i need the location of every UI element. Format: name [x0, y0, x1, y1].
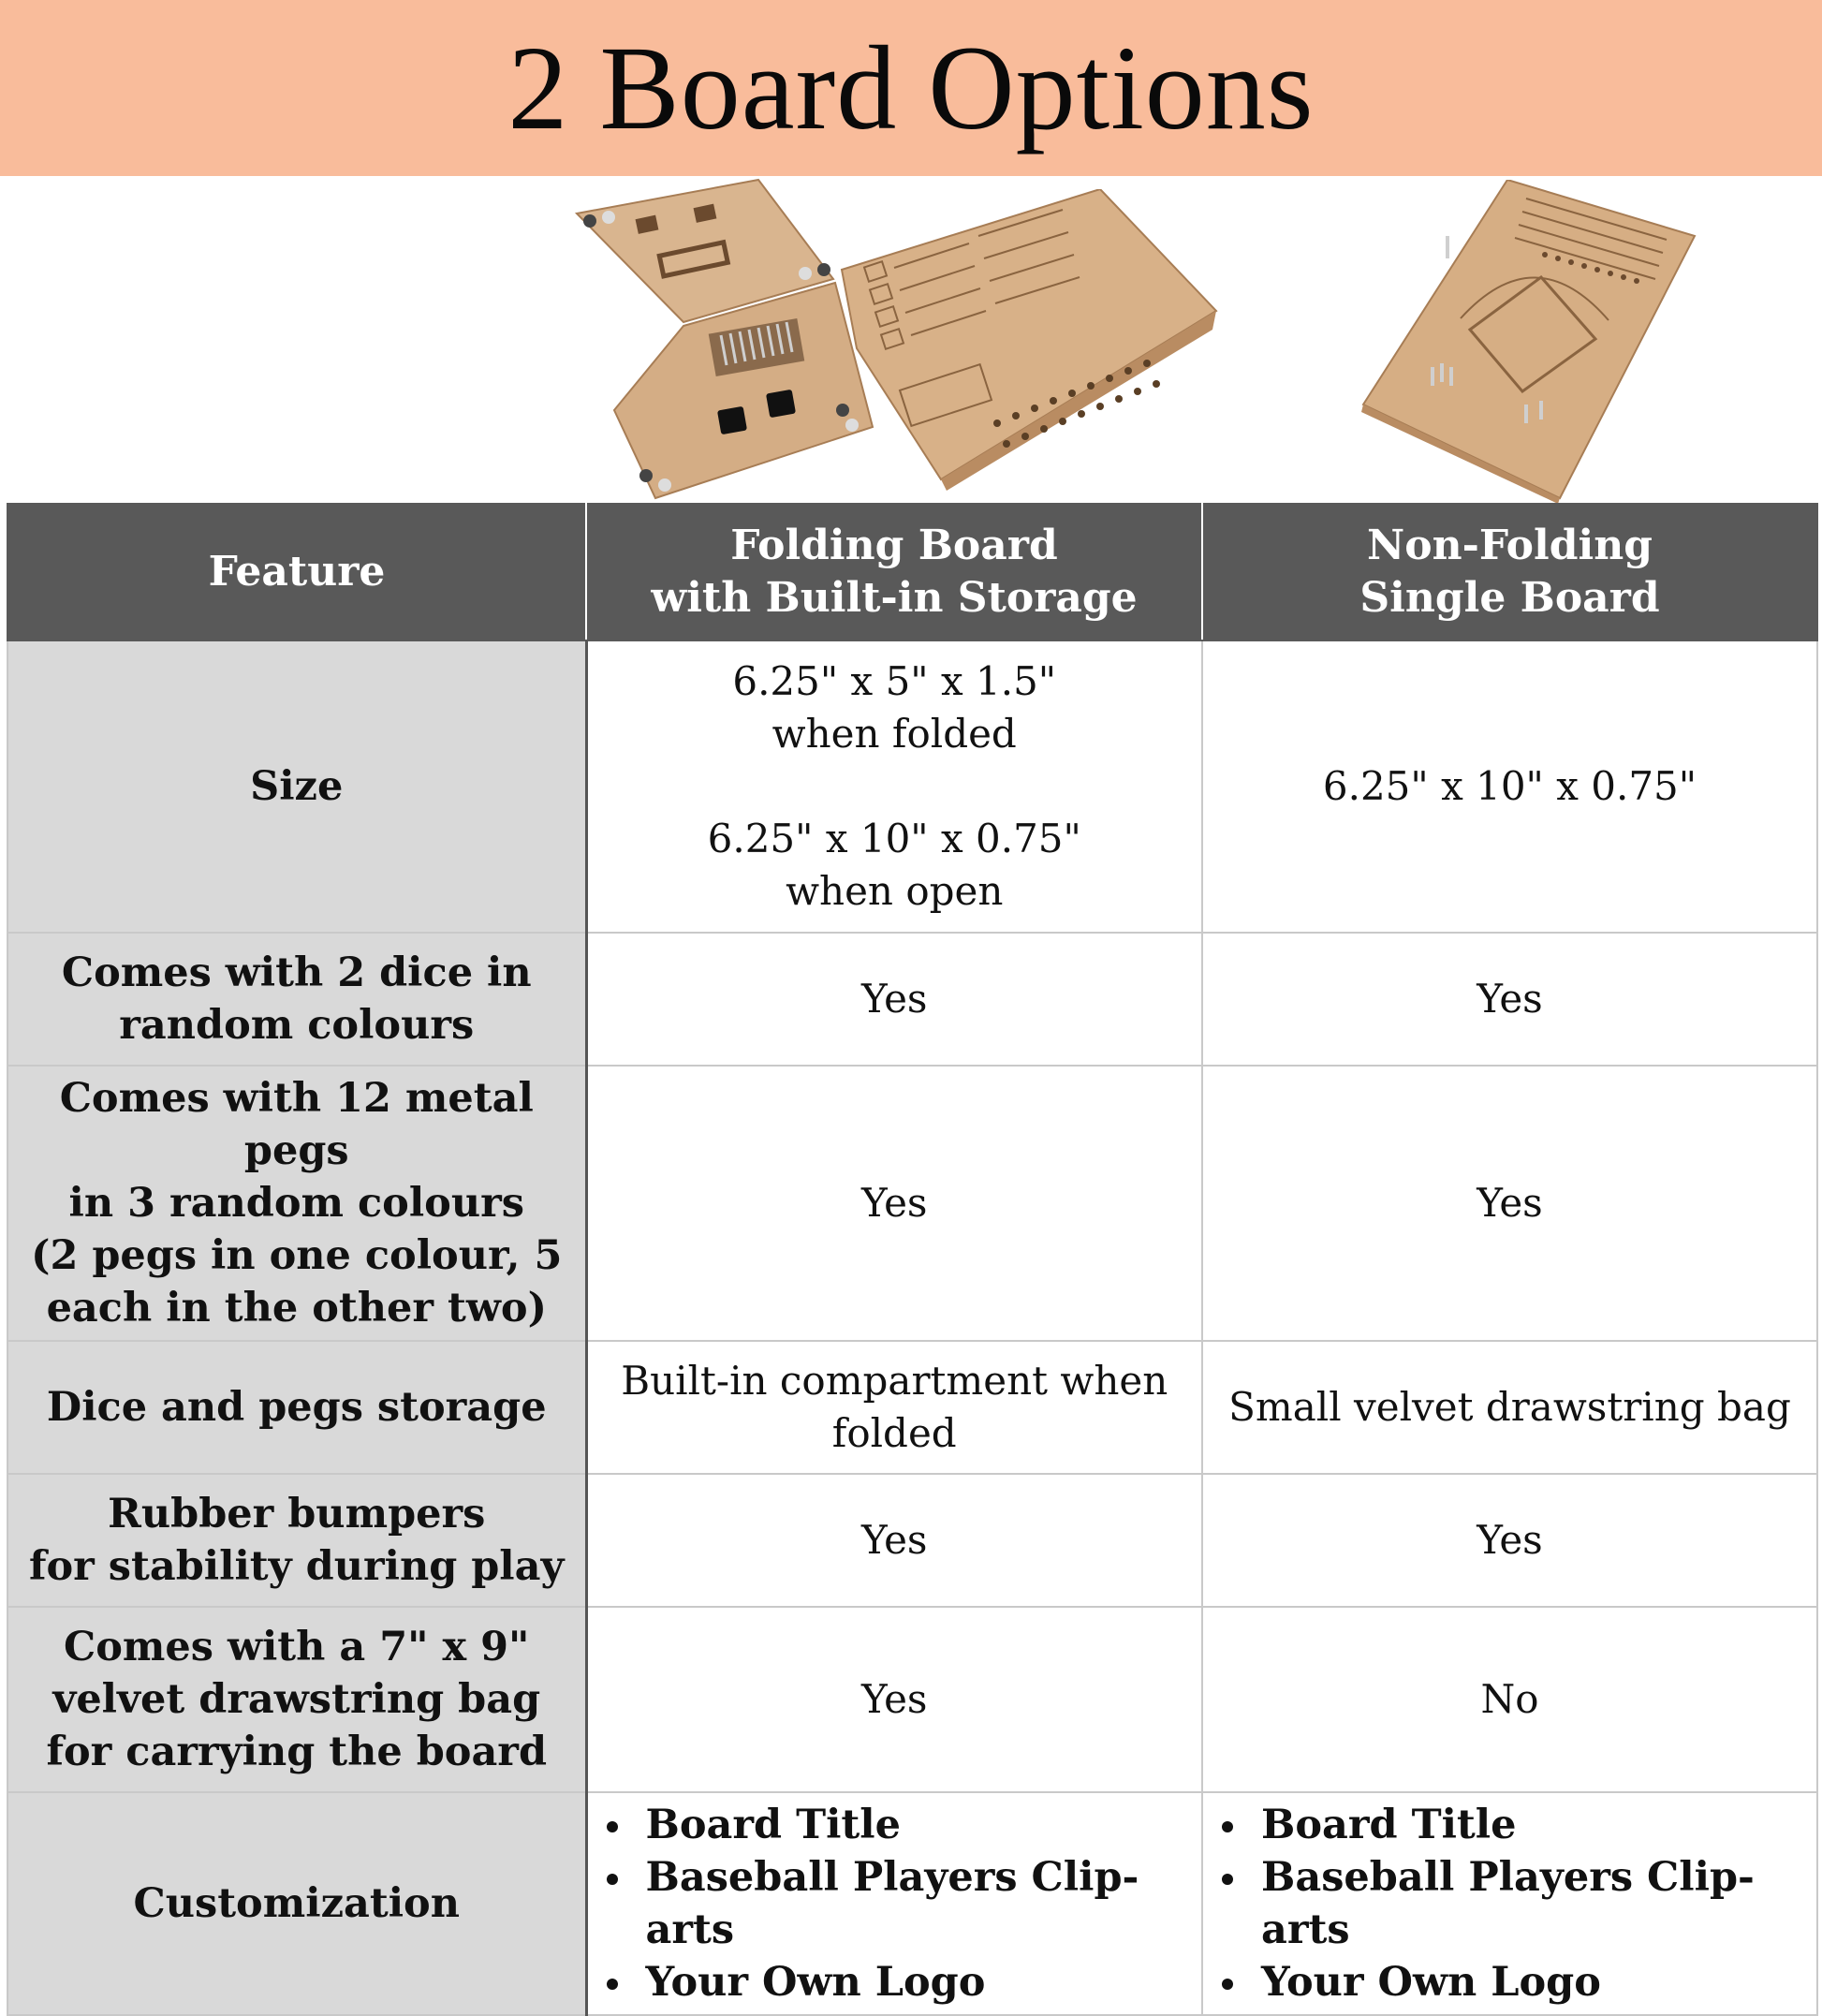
folding-board-closed-photo	[838, 189, 1222, 493]
folding-value: 6.25" x 5" x 1.5" when folded 6.25" x 10" x 0.75" when open	[586, 640, 1202, 933]
folding-value: Yes	[586, 1474, 1202, 1607]
table-row-customization	[7, 1792, 1817, 2015]
customization-list	[1212, 1799, 1807, 2009]
non-folding-value: Yes	[1202, 1474, 1817, 1607]
list-item: Baseball Players Clip-arts	[597, 1851, 1193, 1956]
title-banner	[0, 0, 1822, 176]
folding-value: Built-in compartment when folded	[586, 1341, 1202, 1474]
table-row-storage	[7, 1341, 1817, 1474]
table-row-pegs	[7, 1066, 1817, 1341]
customization-list	[597, 1799, 1193, 2009]
feature-cell: Size	[7, 640, 586, 933]
folding-board-open-photo	[571, 176, 880, 504]
folding-value	[586, 1792, 1202, 2015]
non-folding-value: 6.25" x 10" x 0.75"	[1202, 640, 1817, 933]
feature-cell: Comes with 12 metal pegs in 3 random colours (2 pegs in one colour, 5 each in the other two)	[7, 1066, 586, 1341]
table-row-size	[7, 640, 1817, 933]
folding-value: Yes	[586, 1607, 1202, 1792]
header-non-folding-board: Non-Folding Single Board	[1202, 504, 1817, 640]
non-folding-value: Yes	[1202, 1066, 1817, 1341]
header-feature: Feature	[7, 504, 586, 640]
page-title: 2 Board Options	[507, 21, 1315, 155]
non-folding-value: Small velvet drawstring bag	[1202, 1341, 1817, 1474]
feature-cell: Comes with a 7" x 9" velvet drawstring bag for carrying the board	[7, 1607, 586, 1792]
feature-cell: Rubber bumpers for stability during play	[7, 1474, 586, 1607]
list-item: Baseball Players Clip-arts	[1212, 1851, 1807, 1956]
non-folding-value: Yes	[1202, 933, 1817, 1066]
list-item: Your Own Logo	[1212, 1956, 1807, 2009]
header-folding-board: Folding Board with Built-in Storage	[586, 504, 1202, 640]
product-photos	[0, 176, 1822, 504]
feature-cell: Customization	[7, 1792, 586, 2015]
list-item: Board Title	[597, 1799, 1193, 1851]
feature-cell: Comes with 2 dice in random colours	[7, 933, 586, 1066]
non-folding-value	[1202, 1792, 1817, 2015]
list-item: Board Title	[1212, 1799, 1807, 1851]
table-row-bag	[7, 1607, 1817, 1792]
folding-value: Yes	[586, 1066, 1202, 1341]
feature-cell: Dice and pegs storage	[7, 1341, 586, 1474]
comparison-table	[7, 503, 1818, 2016]
non-folding-value: No	[1202, 1607, 1817, 1792]
table-row-dice	[7, 933, 1817, 1066]
table-row-bumpers	[7, 1474, 1817, 1607]
table-header-row	[7, 504, 1817, 640]
non-folding-board-photo	[1358, 180, 1699, 503]
list-item: Your Own Logo	[597, 1956, 1193, 2009]
folding-value: Yes	[586, 933, 1202, 1066]
